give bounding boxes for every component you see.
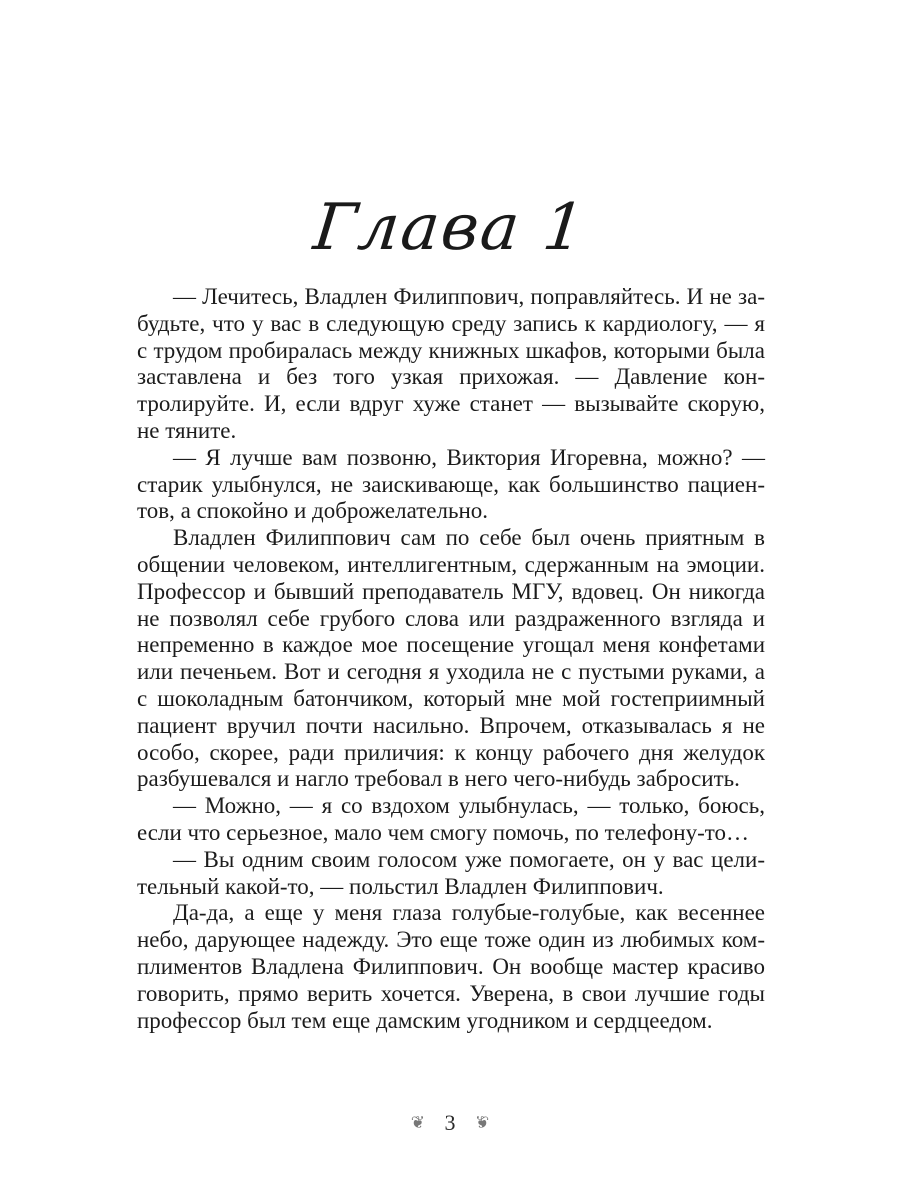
- body-text: [137, 284, 765, 1034]
- paragraph: — Можно, — я со вздохом улыбнулась, — только, боюсь, если что серьезное, мало чем смогу помочь, по телефону-то…: [137, 793, 765, 845]
- paragraph: Да-да, а еще у меня глаза голубые-голубые, как весеннее небо, дарующее надежду. Это еще тоже один из любимых комплиментов Владлена Филиппович. Он вообще мастер красиво говорить, прямо верить хочется. Уверена, в свои лучшие годы профессор был тем еще дамским угодником и сердцеедом.: [137, 900, 765, 1033]
- paragraph: — Я лучше вам позвоню, Виктория Игоревна, можно? — старик улыбнулся, не заискивающе, как большинство пациентов, а спокойно и доброжелательно.: [137, 444, 765, 524]
- paragraph: — Лечитесь, Владлен Филиппович, поправляйтесь. И не забудьте, что у вас в следующую среду запись к кардиологу, — я с трудом пробиралась между книжных шкафов, которыми была заставлена и без того узкая прихожая. — Давление контролируйте. И, если вдруг хуже станет — вызывайте скорую, не тяните.: [137, 284, 765, 443]
- chapter-title: Глава 1: [310, 190, 590, 265]
- ornament-right-icon: ❦: [475, 1112, 490, 1132]
- paragraph: — Вы одним своим голосом уже помогаете, он у вас целительный какой-то, — польстил Владлен Филиппович.: [137, 846, 765, 899]
- paragraph: Владлен Филиппович сам по себе был очень приятным в общении человеком, интеллигентным, сдержанным на эмоции. Профессор и бывший преподаватель МГУ, вдовец. Он никогда не позволял себе грубого слова или раздраженного взгляда и непременно в каждое мое посещение угощал меня конфетами или печеньем. Вот и сегодня я уходила не с пустыми руками, а с шоколадным батончиком, который мне мой гостеприимный пациент вручил почти насильно. Впрочем, отказывалась я не особо, скорее, ради приличия: к концу рабочего дня желудок разбушевался и нагло требовал в него чего-нибудь забросить.: [137, 525, 765, 792]
- page-footer: [0, 1108, 900, 1136]
- ornament-left-icon: ❦: [410, 1112, 425, 1132]
- page-number: 3: [444, 1109, 456, 1135]
